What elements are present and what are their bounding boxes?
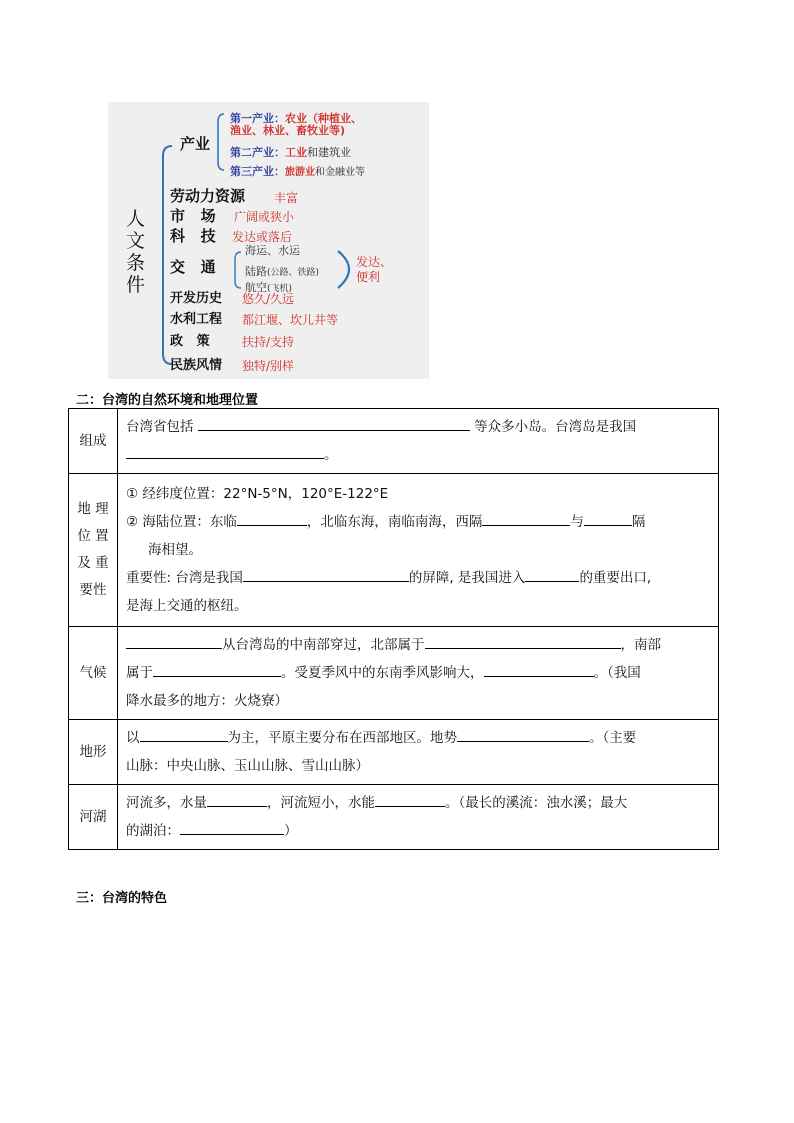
blank-north-climate[interactable]	[425, 632, 621, 649]
blank-across[interactable]	[584, 509, 632, 526]
blank-barrier[interactable]	[243, 565, 409, 582]
transport-sea: 海运、水运	[245, 244, 300, 257]
table-row-terrain	[69, 720, 719, 785]
blank-largest-lake[interactable]	[180, 818, 284, 835]
secondary-industry: 第二产业：工业和建筑业	[230, 146, 351, 159]
table-row-rivers	[69, 785, 719, 850]
row-content-composition: 台湾省包括 等众多小岛。台湾岛是我国 。	[118, 409, 719, 474]
primary-industry: 第一产业：农业（种植业、	[230, 112, 362, 125]
row-label-composition: 组成	[69, 409, 118, 474]
market-value: 广阔或狭小	[234, 210, 295, 224]
policy-label: 政 策	[170, 334, 210, 349]
vertical-title: 人 文 条 件	[126, 208, 146, 296]
blank-landform[interactable]	[140, 725, 228, 742]
primary-industry-cont: 渔业、林业、畜牧业等)	[230, 124, 346, 137]
row-content-terrain: 以 为主，平原主要分布在西部地区。地势 。（主要 山脉：中央山脉、玉山山脉、雪山山脉）	[118, 720, 719, 785]
tech-value: 发达或落后	[232, 230, 293, 244]
tertiary-industry: 第三产业：旅游业和金融业等	[230, 165, 365, 178]
blank-rainfall[interactable]	[484, 660, 594, 677]
transport-value-2: 便利	[356, 270, 381, 284]
section2-title: 二：台湾的自然环境和地理位置	[76, 393, 259, 408]
blank-islands[interactable]	[198, 414, 470, 431]
labor-value: 丰富	[274, 191, 299, 205]
row-content-climate: 从台湾岛的中南部穿过，北部属于 ，南部 属于 。受夏季风中的东南季风影响大， 。（我国 降水最多的地方：火烧寮）	[118, 627, 719, 720]
blank-ocean[interactable]	[525, 565, 579, 582]
policy-value: 扶持/支持	[242, 335, 295, 349]
ethnic-label: 民族风情	[170, 358, 223, 373]
blank-west-strait[interactable]	[482, 509, 570, 526]
water-label: 水利工程	[170, 312, 223, 327]
industry-label: 产业	[180, 135, 211, 153]
row-label-climate: 气候	[69, 627, 118, 720]
table-row-location	[69, 474, 719, 627]
transport-label: 交 通	[170, 258, 216, 276]
water-value: 都江堰、坎儿井等	[242, 313, 339, 327]
blank-east[interactable]	[237, 509, 307, 526]
table-row-composition	[69, 409, 719, 474]
human-conditions-diagram	[108, 102, 429, 379]
row-content-rivers: 河流多，水量 ，河流短小，水能 。（最长的溪流：浊水溪；最大 的湖泊： ）	[118, 785, 719, 850]
transport-value-1: 发达、	[356, 255, 393, 269]
blank-island-rank[interactable]	[126, 442, 324, 459]
row-label-terrain: 地形	[69, 720, 118, 785]
section3-title: 三：台湾的特色	[76, 891, 168, 906]
blank-elevation-trend[interactable]	[457, 725, 589, 742]
transport-land: 陆路(公路、铁路)	[245, 265, 320, 278]
blank-hydropower[interactable]	[375, 790, 445, 807]
blank-south-climate[interactable]	[153, 660, 281, 677]
blank-water-volume[interactable]	[207, 790, 267, 807]
row-content-location: ① 经纬度位置：22°N-5°N，120°E-122°E ② 海陆位置：东临 ，北临东海，南临南海，西隔 与 隔 海相望。 重要性: 台湾是我国 的屏障, 是我国进入 的重要出口, 是海上交通的枢纽。	[118, 474, 719, 627]
history-label: 开发历史	[170, 291, 223, 306]
row-label-location: 地 理 位 置 及 重 要性	[69, 474, 118, 627]
history-value: 悠久/久远	[242, 292, 295, 306]
taiwan-geography-table	[68, 408, 719, 850]
transport-air: 航空(飞机)	[245, 281, 293, 294]
labor-label: 劳动力资源	[170, 187, 246, 205]
table-row-climate	[69, 627, 719, 720]
tech-label: 科 技	[170, 227, 216, 245]
ethnic-value: 独特/别样	[242, 359, 295, 373]
row-label-rivers: 河湖	[69, 785, 118, 850]
market-label: 市 场	[170, 207, 216, 225]
blank-tropic-line[interactable]	[126, 632, 222, 649]
